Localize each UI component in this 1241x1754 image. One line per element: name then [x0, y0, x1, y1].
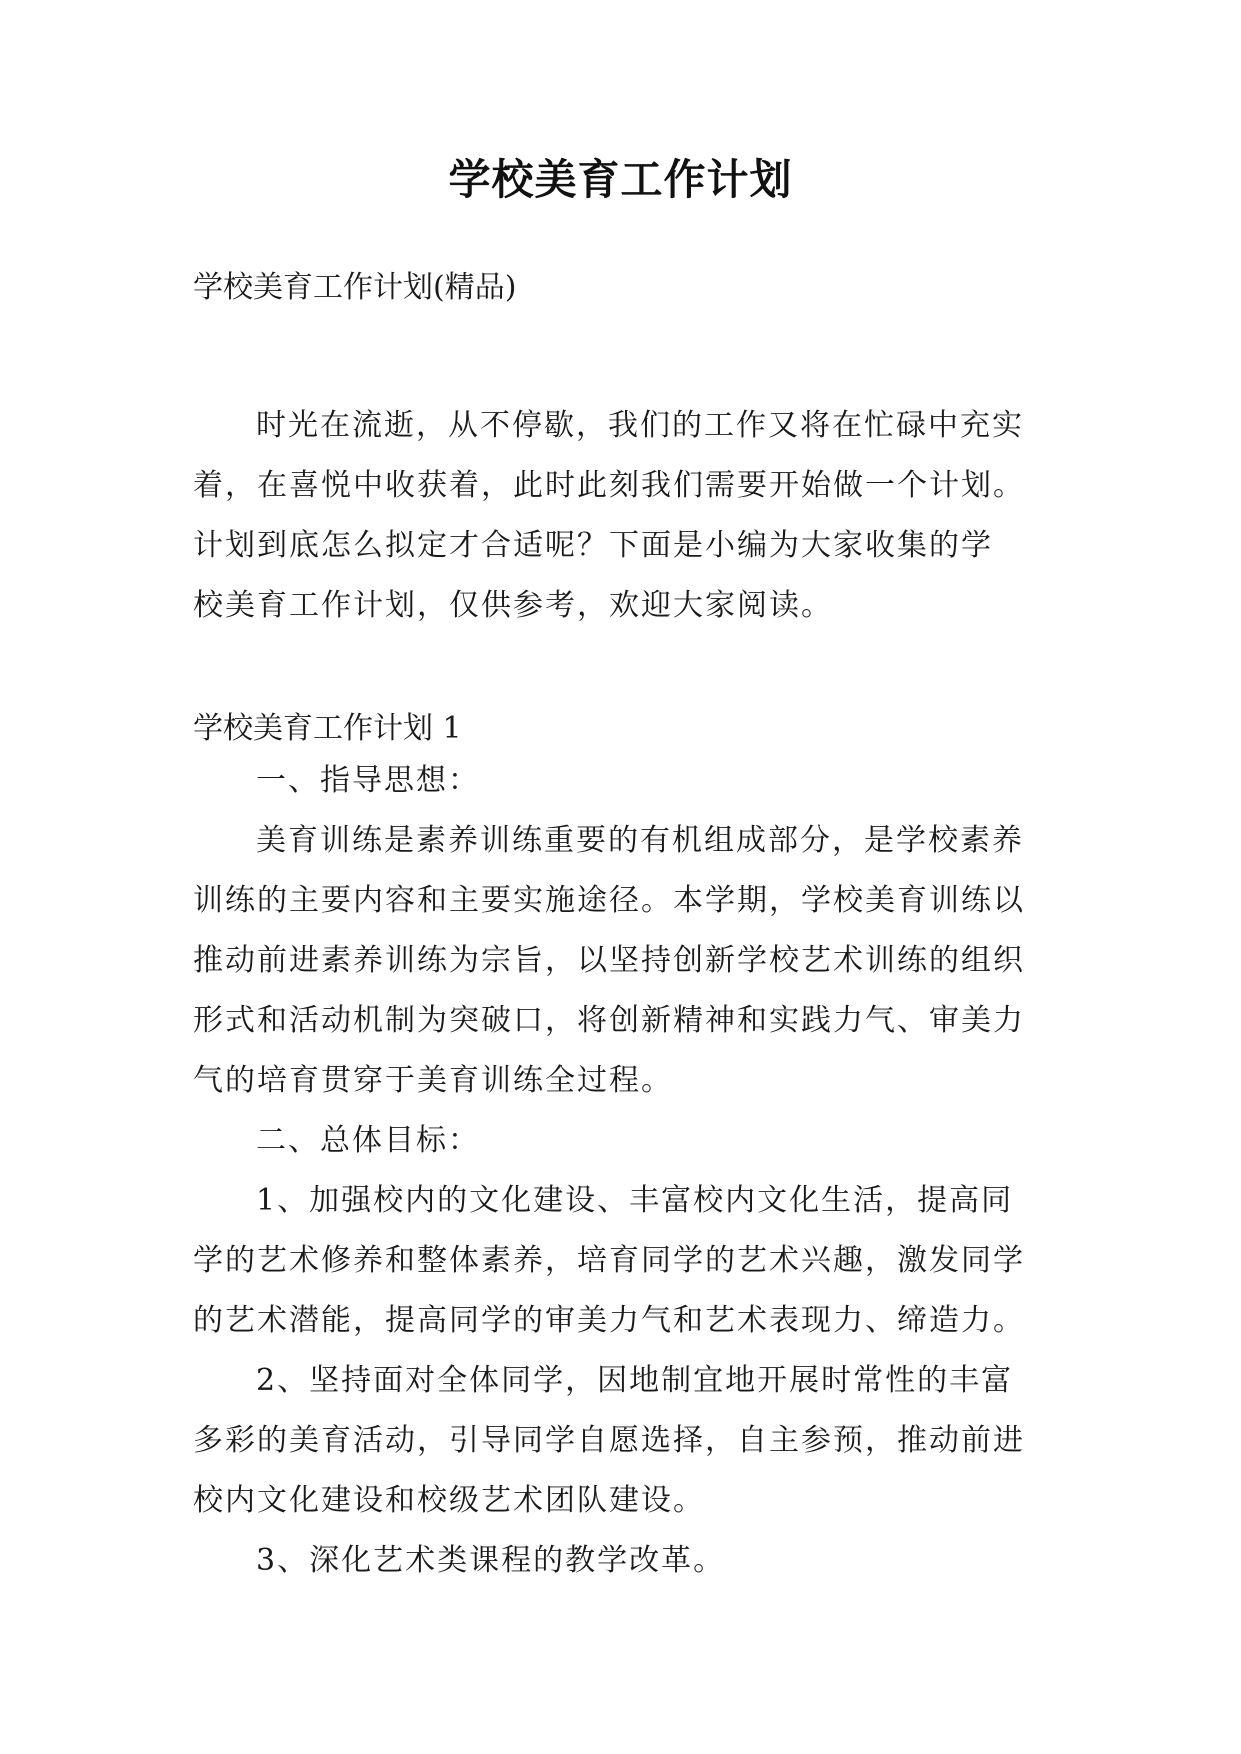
goal-2-line: 2、坚持面对全体同学，因地制宜地开展时常性的丰富: [256, 1363, 1014, 1398]
goal-1-line: 学的艺术修养和整体素养，培育同学的艺术兴趣，激发同学: [193, 1243, 1025, 1278]
heading-overall-goals: 二、总体目标：: [256, 1123, 480, 1158]
goal-2-line: 校内文化建设和校级艺术团队建设。: [193, 1483, 705, 1518]
document-subtitle: 学校美育工作计划(精品): [193, 270, 517, 305]
body-line: 气的培育贯穿于美育训练全过程。: [193, 1063, 673, 1098]
document-title: 学校美育工作计划: [448, 155, 793, 204]
intro-line: 计划到底怎么拟定才合适呢？下面是小编为大家收集的学: [193, 528, 993, 563]
section-title: 学校美育工作计划 1: [193, 711, 462, 746]
goal-1-line: 1、加强校内的文化建设、丰富校内文化生活，提高同: [256, 1183, 1014, 1218]
goal-3-line: 3、深化艺术类课程的教学改革。: [256, 1543, 726, 1578]
section-body: [193, 751, 1073, 1591]
body-line: 推动前进素养训练为宗旨，以坚持创新学校艺术训练的组织: [193, 943, 1025, 978]
body-line: 美育训练是素养训练重要的有机组成部分，是学校素养: [256, 823, 1024, 858]
goal-1-line: 的艺术潜能，提高同学的审美力气和艺术表现力、缔造力。: [193, 1303, 1025, 1338]
intro-line: 时光在流逝，从不停歇，我们的工作又将在忙碌中充实: [256, 408, 1024, 443]
intro-paragraph: [193, 396, 1073, 636]
intro-line: 着，在喜悦中收获着，此时此刻我们需要开始做一个计划。: [193, 468, 1025, 503]
goal-2-line: 多彩的美育活动，引导同学自愿选择，自主参预，推动前进: [193, 1423, 1025, 1458]
intro-line: 校美育工作计划，仅供参考，欢迎大家阅读。: [193, 588, 833, 623]
heading-guiding-ideology: 一、指导思想：: [256, 763, 480, 798]
body-line: 训练的主要内容和主要实施途径。本学期，学校美育训练以: [193, 883, 1025, 918]
body-line: 形式和活动机制为突破口，将创新精神和实践力气、审美力: [193, 1003, 1025, 1038]
